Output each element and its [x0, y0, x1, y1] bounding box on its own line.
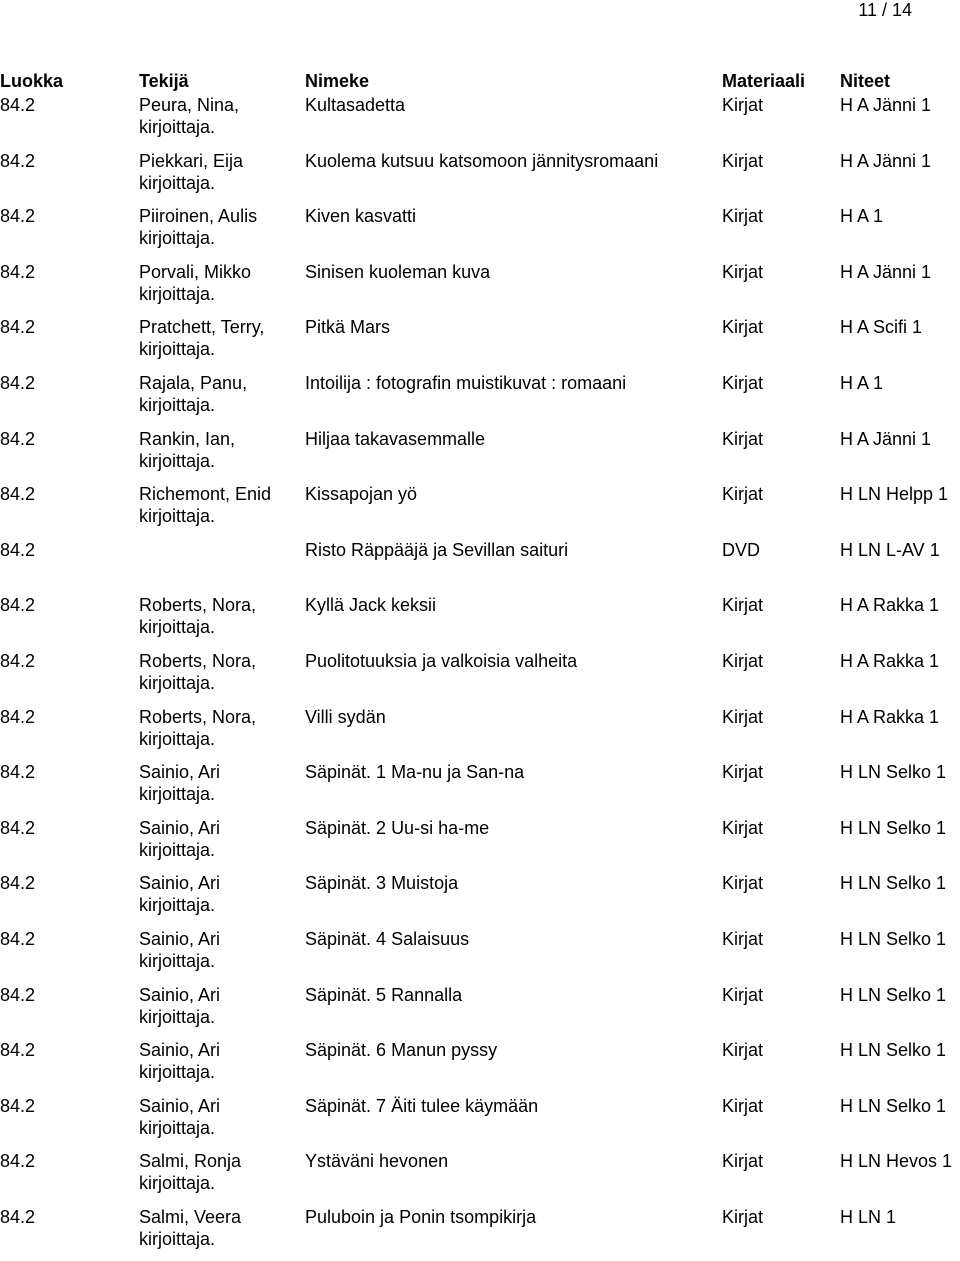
cell-tekija	[139, 483, 305, 539]
author-role: kirjoittaja.	[139, 617, 216, 638]
cell-luokka: 84.2	[0, 95, 36, 115]
cell-tekija	[139, 594, 305, 650]
author-role: kirjoittaja.	[139, 1228, 216, 1249]
table-row	[0, 1206, 960, 1261]
cell-luokka: 84.2	[0, 484, 36, 505]
author-role: kirjoittaja.	[139, 506, 216, 527]
author-name: Roberts, Nora,	[139, 650, 257, 671]
author-name: Sainio, Ari	[139, 984, 221, 1005]
cell-materiaali: Kirjat	[722, 372, 764, 393]
table-row	[0, 428, 960, 484]
cell-niteet: H A Rakka 1	[840, 650, 940, 671]
author-role: kirjoittaja.	[139, 1173, 216, 1194]
author-role: kirjoittaja.	[139, 1062, 216, 1083]
cell-tekija	[139, 372, 305, 428]
cell-luokka: 84.2	[0, 817, 36, 838]
author-name: Piekkari, Eija	[139, 150, 244, 171]
author-role: kirjoittaja.	[139, 394, 216, 415]
table-body	[0, 94, 960, 1261]
cell-niteet: H LN Helpp 1	[840, 484, 949, 505]
cell-tekija	[139, 928, 305, 984]
cell-tekija	[139, 428, 305, 484]
author-role: kirjoittaja.	[139, 172, 216, 193]
cell-nimeke: Kissapojan yö	[305, 484, 418, 505]
cell-nimeke: Säpinät. 7 Äiti tulee käymään	[305, 1095, 539, 1116]
author-role: kirjoittaja.	[139, 117, 216, 137]
cell-niteet: H A Rakka 1	[840, 595, 940, 616]
cell-luokka: 84.2	[0, 706, 36, 727]
author-name: Sainio, Ari	[139, 1040, 221, 1061]
cell-niteet: H LN Hevos 1	[840, 1151, 953, 1172]
cell-luokka: 84.2	[0, 261, 36, 282]
table-row	[0, 205, 960, 261]
cell-luokka: 84.2	[0, 206, 36, 227]
cell-materiaali: Kirjat	[722, 206, 764, 227]
cell-luokka: 84.2	[0, 595, 36, 616]
cell-materiaali: Kirjat	[722, 484, 764, 505]
cell-nimeke: Intoilija : fotografin muistikuvat : romaani	[305, 372, 627, 393]
cell-luokka: 84.2	[0, 1151, 36, 1172]
cell-tekija	[139, 1150, 305, 1206]
cell-materiaali: Kirjat	[722, 928, 764, 949]
table-row	[0, 261, 960, 317]
table-row	[0, 539, 960, 595]
author-name: Roberts, Nora,	[139, 595, 257, 616]
author-name: Salmi, Veera	[139, 1206, 242, 1227]
cell-nimeke: Säpinät. 4 Salaisuus	[305, 928, 470, 949]
table-row	[0, 650, 960, 706]
author-role: kirjoittaja.	[139, 839, 216, 860]
cell-luokka: 84.2	[0, 428, 36, 449]
table-row	[0, 706, 960, 762]
cell-materiaali: Kirjat	[722, 984, 764, 1005]
cell-niteet: H A Rakka 1	[840, 706, 940, 727]
author-role: kirjoittaja.	[139, 728, 216, 749]
cell-nimeke: Säpinät. 2 Uu-si ha-me	[305, 817, 490, 838]
cell-luokka: 84.2	[0, 762, 36, 783]
table-row	[0, 761, 960, 817]
cell-luokka: 84.2	[0, 984, 36, 1005]
cell-tekija	[139, 984, 305, 1040]
cell-nimeke: Sinisen kuoleman kuva	[305, 261, 491, 282]
author-name: Rajala, Panu,	[139, 372, 248, 393]
table-row	[0, 594, 960, 650]
cell-tekija	[139, 650, 305, 706]
author-name: Sainio, Ari	[139, 1095, 221, 1116]
cell-nimeke: Hiljaa takavasemmalle	[305, 428, 486, 449]
cell-materiaali: Kirjat	[722, 595, 764, 616]
cell-luokka: 84.2	[0, 539, 36, 560]
cell-tekija	[139, 1095, 305, 1151]
header-nimeke: Nimeke	[305, 71, 370, 91]
cell-luokka: 84.2	[0, 150, 36, 171]
cell-luokka: 84.2	[0, 1206, 36, 1227]
cell-niteet: H A Jänni 1	[840, 428, 932, 449]
cell-nimeke: Kuolema kutsuu katsomoon jännitysromaani	[305, 150, 659, 171]
cell-materiaali: Kirjat	[722, 317, 764, 338]
cell-nimeke: Kiven kasvatti	[305, 206, 417, 227]
cell-nimeke: Puolitotuuksia ja valkoisia valheita	[305, 650, 578, 671]
cell-nimeke: Kultasadetta	[305, 95, 406, 115]
author-role: kirjoittaja.	[139, 784, 216, 805]
author-name: Porvali, Mikko	[139, 261, 252, 282]
cell-nimeke: Säpinät. 1 Ma-nu ja San-na	[305, 762, 525, 783]
table-row	[0, 316, 960, 372]
cell-materiaali: Kirjat	[722, 650, 764, 671]
cell-materiaali: Kirjat	[722, 1151, 764, 1172]
author-role: kirjoittaja.	[139, 283, 216, 304]
header-luokka: Luokka	[0, 71, 64, 91]
table-row	[0, 150, 960, 206]
cell-tekija	[139, 761, 305, 817]
table-row	[0, 872, 960, 928]
table-row	[0, 483, 960, 539]
cell-nimeke: Villi sydän	[305, 706, 386, 727]
catalog-table	[0, 70, 960, 1261]
cell-luokka: 84.2	[0, 1040, 36, 1061]
cell-niteet: H A Jänni 1	[840, 150, 932, 171]
cell-tekija	[139, 706, 305, 762]
author-role: kirjoittaja.	[139, 450, 216, 471]
cell-materiaali: Kirjat	[722, 261, 764, 282]
cell-materiaali: Kirjat	[722, 817, 764, 838]
author-name: Sainio, Ari	[139, 762, 221, 783]
cell-luokka: 84.2	[0, 1095, 36, 1116]
table-row	[0, 1095, 960, 1151]
cell-materiaali: Kirjat	[722, 762, 764, 783]
cell-nimeke: Ystäväni hevonen	[305, 1151, 449, 1172]
cell-materiaali: Kirjat	[722, 1206, 764, 1227]
table-row	[0, 928, 960, 984]
cell-niteet: H LN 1	[840, 1206, 897, 1227]
cell-nimeke: Risto Räppääjä ja Sevillan saituri	[305, 539, 569, 560]
author-role: kirjoittaja.	[139, 895, 216, 916]
author-name: Roberts, Nora,	[139, 706, 257, 727]
cell-materiaali: Kirjat	[722, 1095, 764, 1116]
cell-niteet: H LN Selko 1	[840, 984, 947, 1005]
cell-nimeke: Säpinät. 6 Manun pyssy	[305, 1040, 498, 1061]
cell-tekija	[139, 94, 305, 150]
header-tekija: Tekijä	[139, 71, 189, 91]
author-name: Sainio, Ari	[139, 928, 221, 949]
author-role: kirjoittaja.	[139, 1006, 216, 1027]
author-role: kirjoittaja.	[139, 950, 216, 971]
cell-tekija	[139, 150, 305, 206]
cell-niteet: H LN Selko 1	[840, 762, 947, 783]
cell-materiaali: Kirjat	[722, 150, 764, 171]
cell-nimeke: Kyllä Jack keksii	[305, 595, 437, 616]
author-role: kirjoittaja.	[139, 672, 216, 693]
cell-luokka: 84.2	[0, 317, 36, 338]
cell-tekija	[139, 205, 305, 261]
author-name: Sainio, Ari	[139, 873, 221, 894]
cell-luokka: 84.2	[0, 928, 36, 949]
cell-luokka: 84.2	[0, 372, 36, 393]
author-role: kirjoittaja.	[139, 1117, 216, 1138]
cell-niteet: H A Scifi 1	[840, 317, 923, 338]
cell-niteet: H A 1	[840, 206, 884, 227]
header-materiaali: Materiaali	[722, 71, 806, 91]
author-name: Salmi, Ronja	[139, 1151, 242, 1172]
cell-nimeke: Puluboin ja Ponin tsompikirja	[305, 1206, 537, 1227]
author-name: Richemont, Enid	[139, 484, 272, 505]
cell-tekija	[139, 261, 305, 317]
cell-nimeke: Säpinät. 3 Muistoja	[305, 873, 459, 894]
cell-materiaali: DVD	[722, 539, 761, 560]
cell-niteet: H LN Selko 1	[840, 817, 947, 838]
cell-niteet: H A Jänni 1	[840, 95, 932, 115]
table-row	[0, 94, 960, 150]
author-name: Rankin, Ian,	[139, 428, 236, 449]
cell-tekija	[139, 1039, 305, 1095]
table-row	[0, 984, 960, 1040]
cell-niteet: H LN Selko 1	[840, 928, 947, 949]
table-row	[0, 1039, 960, 1095]
cell-nimeke: Pitkä Mars	[305, 317, 391, 338]
cell-materiaali: Kirjat	[722, 95, 764, 115]
table-row	[0, 817, 960, 873]
cell-tekija	[139, 817, 305, 873]
cell-materiaali: Kirjat	[722, 428, 764, 449]
header-row	[0, 70, 960, 94]
cell-niteet: H LN Selko 1	[840, 873, 947, 894]
cell-niteet: H LN Selko 1	[840, 1040, 947, 1061]
cell-luokka: 84.2	[0, 650, 36, 671]
author-role: kirjoittaja.	[139, 228, 216, 249]
cell-niteet: H LN Selko 1	[840, 1095, 947, 1116]
cell-niteet: H A Jänni 1	[840, 261, 932, 282]
cell-tekija	[139, 539, 305, 595]
cell-materiaali: Kirjat	[722, 1040, 764, 1061]
cell-niteet: H A 1	[840, 372, 884, 393]
cell-niteet: H LN L-AV 1	[840, 539, 940, 560]
cell-nimeke: Säpinät. 5 Rannalla	[305, 984, 463, 1005]
table-row	[0, 372, 960, 428]
author-role: kirjoittaja.	[139, 339, 216, 360]
cell-materiaali: Kirjat	[722, 706, 764, 727]
page-number: 11 / 14	[858, 0, 912, 20]
cell-materiaali: Kirjat	[722, 873, 764, 894]
header-niteet: Niteet	[840, 71, 891, 91]
cell-luokka: 84.2	[0, 873, 36, 894]
author-name: Piiroinen, Aulis	[139, 206, 258, 227]
author-name: Pratchett, Terry,	[139, 317, 265, 338]
cell-tekija	[139, 872, 305, 928]
table-row	[0, 1150, 960, 1206]
cell-tekija	[139, 1206, 305, 1261]
cell-tekija	[139, 316, 305, 372]
author-name: Sainio, Ari	[139, 817, 221, 838]
author-name: Peura, Nina,	[139, 95, 240, 115]
